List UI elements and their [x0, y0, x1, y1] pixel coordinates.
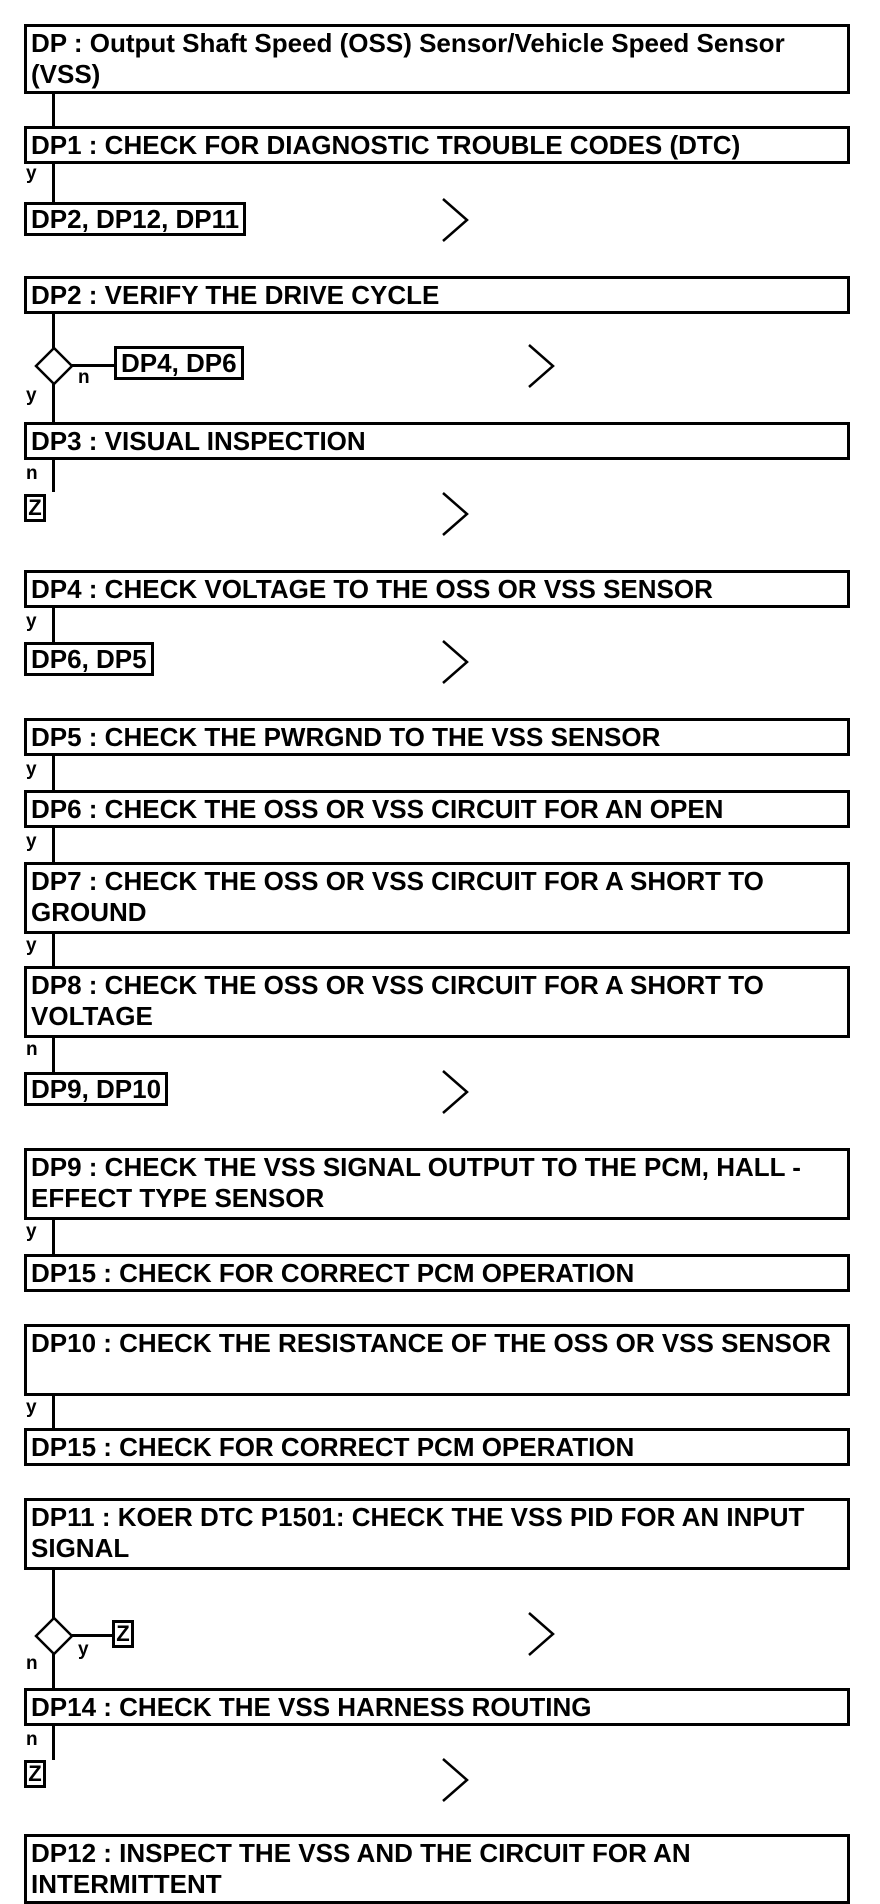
yes-label: y [26, 611, 37, 632]
ref-dp2-no: DP4, DP6 [114, 346, 244, 380]
no-label: n [26, 1653, 38, 1674]
step-dp15-after-dp9: DP15 : CHECK FOR CORRECT PCM OPERATION [24, 1254, 850, 1292]
chevron-right-icon [526, 342, 556, 390]
connector-line [52, 384, 55, 424]
yes-label: y [78, 1639, 89, 1660]
yes-label: y [26, 1221, 37, 1242]
connector-line [52, 164, 55, 204]
connector-line [52, 1396, 55, 1430]
no-label: n [26, 1039, 38, 1060]
yes-label: y [26, 1397, 37, 1418]
yes-label: y [26, 831, 37, 852]
connector-line [52, 314, 55, 348]
end-z-box: Z [24, 494, 46, 522]
connector-line [52, 608, 55, 644]
decision-diamond-icon [34, 1616, 74, 1656]
connector-line [52, 1654, 55, 1690]
yes-label: y [26, 163, 37, 184]
end-z-box: Z [112, 1620, 134, 1648]
chevron-right-icon [440, 1756, 470, 1804]
yes-label: y [26, 935, 37, 956]
no-label: n [78, 367, 90, 388]
flow-title-box: DP : Output Shaft Speed (OSS) Sensor/Vehicle Speed Sensor (VSS) [24, 24, 850, 94]
step-dp1: DP1 : CHECK FOR DIAGNOSTIC TROUBLE CODES (DTC) [24, 126, 850, 164]
step-dp3: DP3 : VISUAL INSPECTION [24, 422, 850, 460]
end-z-box: Z [24, 1760, 46, 1788]
connector-line [52, 1726, 55, 1760]
step-dp10: DP10 : CHECK THE RESISTANCE OF THE OSS OR VSS SENSOR [24, 1324, 850, 1396]
connector-line [52, 1220, 55, 1256]
chevron-right-icon [526, 1610, 556, 1658]
chevron-right-icon [440, 1068, 470, 1116]
step-dp6: DP6 : CHECK THE OSS OR VSS CIRCUIT FOR AN OPEN [24, 790, 850, 828]
yes-label: y [26, 759, 37, 780]
step-dp7: DP7 : CHECK THE OSS OR VSS CIRCUIT FOR A SHORT TO GROUND [24, 862, 850, 934]
step-dp15-after-dp10: DP15 : CHECK FOR CORRECT PCM OPERATION [24, 1428, 850, 1466]
ref-dp8-no: DP9, DP10 [24, 1072, 168, 1106]
connector-line [52, 934, 55, 968]
connector-line [52, 1038, 55, 1076]
step-dp12: DP12 : INSPECT THE VSS AND THE CIRCUIT FOR AN INTERMITTENT [24, 1834, 850, 1904]
no-label: n [26, 463, 38, 484]
chevron-right-icon [440, 196, 470, 244]
chevron-right-icon [440, 490, 470, 538]
step-dp5: DP5 : CHECK THE PWRGND TO THE VSS SENSOR [24, 718, 850, 756]
step-dp4: DP4 : CHECK VOLTAGE TO THE OSS OR VSS SENSOR [24, 570, 850, 608]
step-dp9: DP9 : CHECK THE VSS SIGNAL OUTPUT TO THE PCM, HALL -EFFECT TYPE SENSOR [24, 1148, 850, 1220]
ref-dp4-next: DP6, DP5 [24, 642, 154, 676]
connector-line [52, 1570, 55, 1620]
connector-line [52, 828, 55, 864]
step-dp14: DP14 : CHECK THE VSS HARNESS ROUTING [24, 1688, 850, 1726]
ref-dp1-next: DP2, DP12, DP11 [24, 202, 246, 236]
step-dp8: DP8 : CHECK THE OSS OR VSS CIRCUIT FOR A SHORT TO VOLTAGE [24, 966, 850, 1038]
no-label: n [26, 1729, 38, 1750]
connector-line [52, 460, 55, 492]
step-dp2: DP2 : VERIFY THE DRIVE CYCLE [24, 276, 850, 314]
step-dp11: DP11 : KOER DTC P1501: CHECK THE VSS PID FOR AN INPUT SIGNAL [24, 1498, 850, 1570]
chevron-right-icon [440, 638, 470, 686]
yes-label: y [26, 385, 37, 406]
connector-line [52, 756, 55, 792]
decision-diamond-icon [34, 346, 74, 386]
connector-line [72, 1634, 114, 1637]
